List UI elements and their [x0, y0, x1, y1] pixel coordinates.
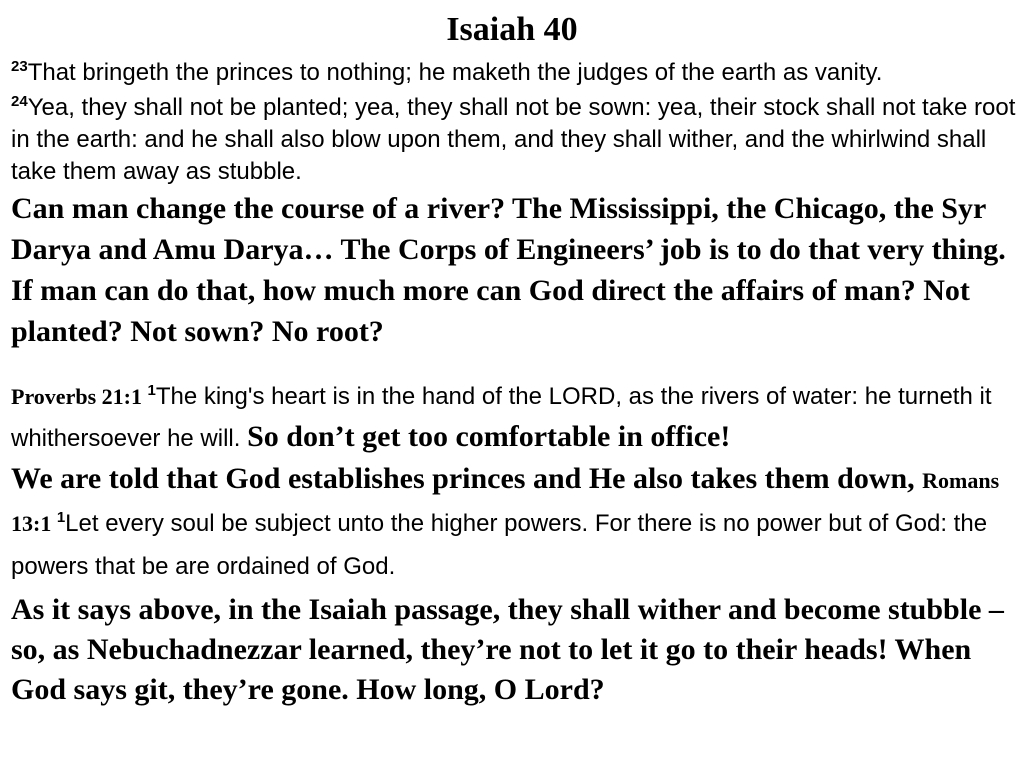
commentary-wither: As it says above, in the Isaiah passage, they shall wither and become stubble – so, as Nebuchadnezzar learned, they’re not to let it go to their heads! When God says git, they’re gone. How long, O Lord?: [11, 593, 1004, 706]
romans-verse-text: Let every soul be subject unto the higher powers. For there is no power but of God: the powers that be are ordained of God.: [11, 510, 988, 580]
verse-number: 24: [11, 93, 28, 110]
verse-isaiah-40-23: [11, 54, 1017, 92]
spacer: [11, 352, 1017, 377]
verse-text: That bringeth the princes to nothing; he maketh the judges of the earth as vanity.: [27, 59, 883, 86]
romans-reference: Romans 13:1: [11, 468, 1000, 536]
proverbs-verse-text: The king's heart is in the hand of the LORD, as the rivers of water: he turneth it whithersoever he will.: [11, 383, 992, 452]
proverbs-reference: Proverbs 21:1: [11, 384, 148, 409]
slide-title: Isaiah 40: [446, 11, 578, 48]
proverbs-comment: So don’t get too comfortable in office!: [247, 420, 731, 453]
princes-block: [11, 459, 1017, 590]
commentary-rivers: Can man change the course of a river? The Mississippi, the Chicago, the Syr Darya and Amu Darya… The Corps of Engineers’ job is to do that very thing. If man can do that, how much more can God direct the affairs of man? Not planted? Not sown? No root?: [11, 192, 1006, 348]
verse-number: 23: [11, 58, 28, 75]
princes-statement: We are told that God establishes princes and He also takes them down,: [11, 462, 923, 495]
verse-number: 1: [147, 382, 156, 399]
verse-isaiah-40-24: [11, 92, 1017, 188]
verse-number: 1: [56, 509, 66, 526]
verse-text: Yea, they shall not be planted; yea, they shall not be sown: yea, their stock shall not take root in the earth: and he shall also blow upon them, and they shall wither, and the whirlwind shall take them away as stubble.: [11, 94, 1016, 185]
slide-body: [11, 54, 1017, 710]
proverbs-block: [11, 377, 1017, 459]
